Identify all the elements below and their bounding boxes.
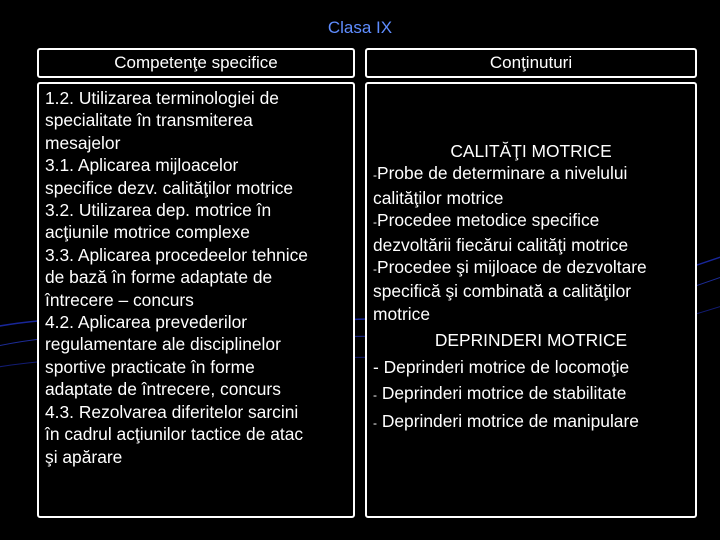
competence-line: 3.1. Aplicarea mijloacelor [45,155,239,176]
competence-line: 3.3. Aplicarea procedeelor tehnice [45,244,308,265]
competence-line: 1.2. Utilizarea terminologiei de [45,88,279,108]
contents-cell [365,82,697,518]
competence-line: specifice dezv. calităţilor motrice [45,177,294,198]
list-dash: - [373,416,377,431]
competence-line: mesajelor [45,132,121,153]
list-dash: - [373,168,377,183]
competence-line: regulamentare ale disciplinelor [45,334,281,355]
content-text: Deprinderi motrice de stabilitate [377,383,627,404]
competence-line: adaptate de întrecere, concurs [45,379,281,400]
content-text: Procedee metodice specifice [377,210,600,231]
content-line [373,410,689,434]
competence-line: sportive practicate în forme [45,356,255,377]
competences-cell [37,82,355,518]
list-dash: - [373,215,377,230]
list-dash: - [373,262,377,277]
content-line: dezvoltării fiecărui calităţi motrice [373,234,629,255]
heading-motor-qualities: CALITĂŢI MOTRICE [450,141,612,161]
competence-line: în cadrul acţiunilor tactice de atac [45,424,304,445]
right-header-text: Conţinuturi [489,53,573,72]
competence-line: 4.3. Rezolvarea diferitelor sarcini [45,401,299,422]
competence-line: 4.2. Aplicarea prevederilor [45,312,248,333]
content-line [373,382,689,406]
content-line [373,256,689,280]
content-line: specifică şi combinată a calităţilor [373,281,632,302]
content-text: Procedee şi mijloace de dezvoltare [377,257,647,278]
content-line: - Deprinderi motrice de locomoţie [373,356,630,377]
content-line: calităţilor motrice [373,187,504,208]
content-line: motrice [373,303,431,324]
competence-line: 3.2. Utilizarea dep. motrice în [45,200,272,221]
content-text: Probe de determinare a nivelului [377,163,628,184]
slide-title: Clasa IX [327,18,393,37]
left-column-header [37,48,355,78]
competence-line: şi apărare [45,446,123,467]
right-column-header [365,48,697,78]
left-header-text: Competenţe specifice [114,53,278,72]
content-line [373,209,689,233]
heading-motor-skills: DEPRINDERI MOTRICE [434,330,628,351]
content-line [373,162,689,186]
list-dash: - [373,388,377,403]
competence-line: acţiunile motrice complexe [45,222,250,243]
competence-line: specialitate în transmiterea [45,110,253,131]
competence-line: de bază în forme adaptate de [45,267,273,288]
content-text: Deprinderi motrice de manipulare [377,411,639,432]
competence-line: întrecere – concurs [45,289,194,310]
